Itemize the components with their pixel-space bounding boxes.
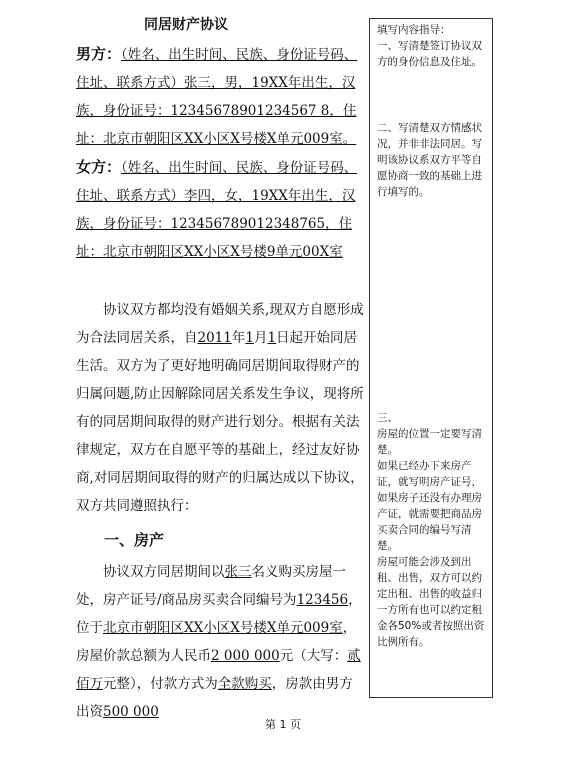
guide-heading-and-note1 — [377, 22, 487, 70]
guide-note-relationship: 二、写清楚双方情感状况，并非非法同居。写明该协议系双方平等自愿协商一致的基础上进行填写的。 — [377, 122, 482, 198]
intro-text-c: 月 — [253, 330, 268, 346]
agreement-body — [76, 40, 364, 726]
female-label: 女方： — [76, 158, 122, 176]
house-price: 2 000 000 — [211, 648, 280, 664]
guide-note-house — [377, 410, 487, 650]
male-party — [76, 40, 364, 153]
house-text-g: ，房款由男方出资 — [76, 676, 353, 720]
start-year: 2011 — [197, 330, 232, 346]
guide-note3-certificate: 如果已经办下来房产证，就写明房产证号，如果房子还没有办理房产证，就需要把商品房买卖合同的编号写清楚。 — [377, 460, 482, 552]
house-price-chinese: 贰佰万 — [76, 648, 361, 692]
house-text-e: 元（大写： — [279, 648, 348, 664]
house-text-a: 协议双方同居期间以 — [103, 564, 225, 580]
house-text-b: 名义购买房屋一处，房产证号/商品房买卖合同编号为 — [76, 564, 346, 608]
start-day: 1 — [267, 330, 277, 346]
intro-paragraph — [76, 296, 364, 520]
house-text-f: 元整），付款方式为 — [103, 676, 218, 692]
spacer — [76, 266, 364, 296]
payment-method: 全款购买 — [217, 676, 272, 692]
house-text-c: ，位于 — [76, 592, 362, 636]
house-paragraph — [76, 558, 364, 726]
male-label: 男方： — [76, 45, 122, 63]
female-info: （姓名、出生时间、民族、身份证号码、住址、联系方式）李四，女，19XX年出生，汉族，身份证号：123456789012348765，住址：北京市朝阳区XX小区X号楼9单元00X室 — [76, 160, 358, 260]
page-number: 第 1 页 — [265, 718, 301, 731]
house-address: 北京市朝阳区XX小区X号楼X单元009室 — [103, 620, 343, 636]
section-heading-house: 一、房产 — [104, 531, 165, 549]
female-party — [76, 153, 364, 266]
guide-note3-rental: 房屋可能会涉及到出租、出售，双方可以约定出租、出售的收益归一方所有也可以约定租金各50%或者按照出资比例所有。 — [377, 556, 485, 648]
start-month: 1 — [245, 330, 254, 346]
male-contribution: 500 000 — [103, 704, 159, 720]
intro-text-d: 日起开始同居生活。双方为了更好地明确同居期间取得财产的归属问题,防止因解除同居关系发生争议，现将所有的同居期间取得的财产进行划分。根据有关法律规定，双方在自愿平等的基础上，经过友好协商,对同居期间取得的财产的归属达成以下协议，双方共同遵照执行： — [76, 330, 364, 514]
guide-note3-heading: 三、 — [377, 412, 398, 424]
intro-text-b: 年 — [231, 330, 246, 346]
owner-name: 张三 — [224, 564, 252, 580]
guide-note3-location: 房屋的位置一定要写清楚。 — [377, 428, 482, 456]
document-title: 同居财产协议 — [144, 17, 228, 33]
certificate-number: 123456 — [296, 592, 349, 608]
house-text-d: ，房屋价款总额为人民币 — [76, 620, 357, 664]
guide-heading: 填写内容指导： — [377, 24, 451, 36]
male-info: （姓名、出生时间、民族、身份证号码、住址、联系方式）张三，男，19XX年出生，汉族，身份证号：12345678901234567 8，住址：北京市朝阳区XX小区X号楼X单元009室。 — [76, 47, 358, 147]
guide-note-identity: 一、写清楚签订协议双方的身份信息及住址。 — [377, 40, 482, 68]
intro-text-a: 协议双方都均没有婚姻关系,现双方自愿形成为合法同居关系，自 — [76, 302, 364, 346]
